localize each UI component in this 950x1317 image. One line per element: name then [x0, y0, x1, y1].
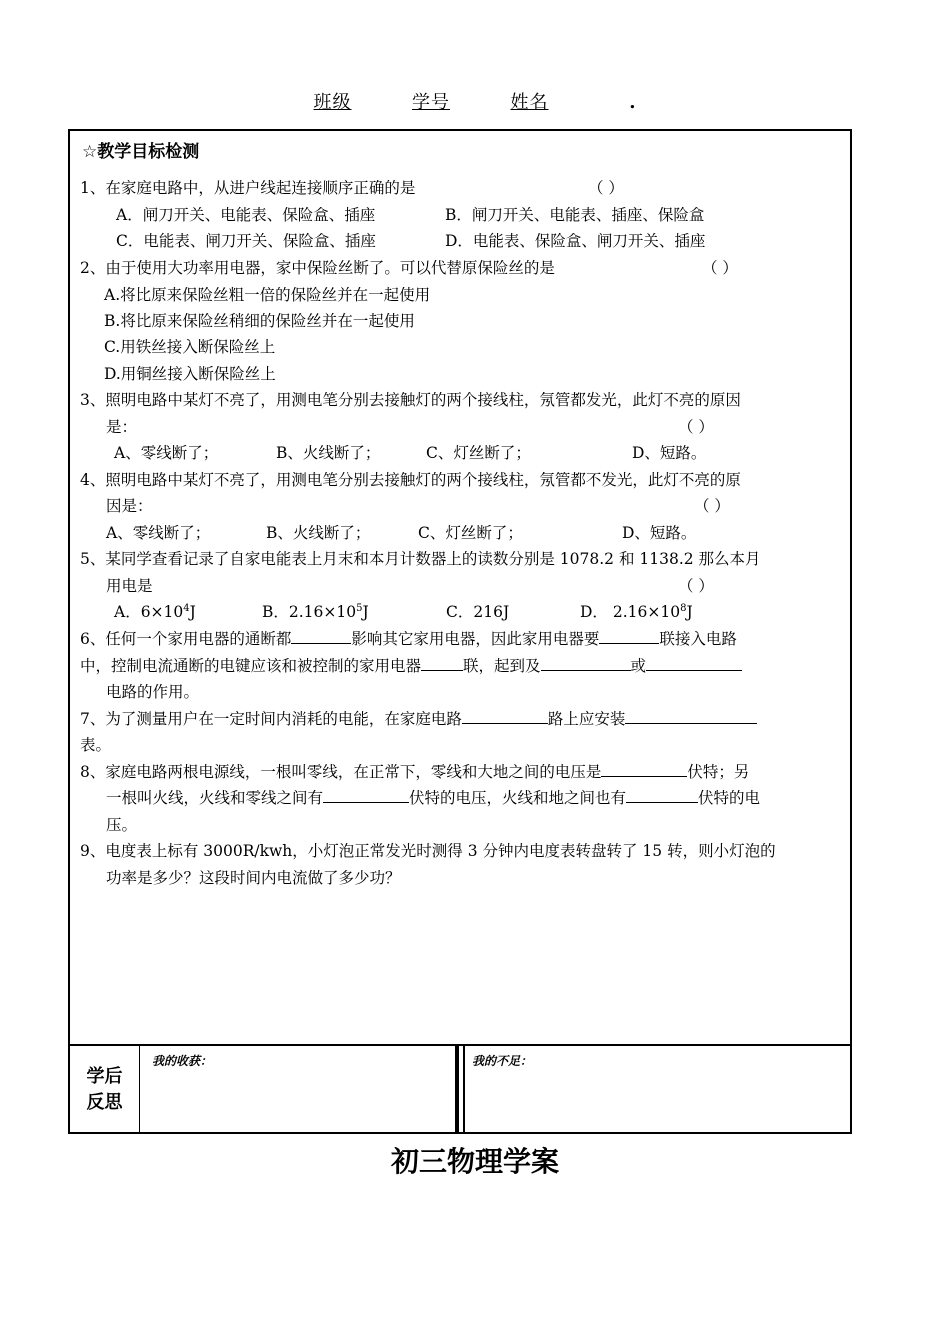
q3-option-d: D、短路。 — [632, 444, 707, 462]
q1-option-d: D．电能表、保险盒、闸刀开关、插座 — [445, 232, 706, 250]
q8-line2: 一根叫火线，火线和零线之间有 伏特的电压，火线和地之间也有 伏特的电 — [106, 789, 761, 807]
q2-option-b: B.将比原来保险丝稍细的保险丝并在一起使用 — [104, 312, 415, 330]
q4-stem-cont: 因是： — [106, 497, 153, 515]
q4-option-b: B、火线断了； — [266, 524, 371, 542]
q2-option-c: C.用铁丝接入断保险丝上 — [104, 338, 276, 356]
section-title: ☆教学目标检测 — [82, 142, 200, 162]
q5-option-d: D． $2.16\times 10^8J$ — [580, 602, 693, 621]
q6-line1: 6、任何一个家用电器的通断都 影响其它家用电器，因此家用电器要 联接入电路 — [80, 630, 737, 648]
q1-option-c: C．电能表、闸刀开关、保险盒、插座 — [116, 232, 376, 250]
document-title: 初三物理学案 — [390, 1145, 559, 1178]
q6-line3: 电路的作用。 — [106, 683, 200, 701]
number-label: 学号 — [412, 92, 451, 113]
q4-option-a: A、零线断了； — [106, 524, 211, 542]
q5-stem: 5、某同学查看记录了自家电能表上月末和本月计数器上的读数分别是 1078.2 和 1138.2 那么本月 — [80, 550, 761, 568]
q3-option-c: C、灯丝断了； — [426, 444, 531, 462]
q1-option-a: A．闸刀开关、电能表、保险盒、插座 — [116, 206, 376, 224]
name-label: 姓名 — [510, 92, 549, 113]
q2-stem: 2、由于使用大功率用电器，家中保险丝断了。可以代替原保险丝的是 — [80, 259, 555, 277]
q1-paren: （ ） — [588, 179, 624, 197]
my-gains-label: 我的收获： — [152, 1054, 213, 1068]
my-shortcomings-label: 我的不足： — [472, 1054, 533, 1068]
q5-option-b: B．$2.16\times 10^5J$ — [262, 602, 369, 621]
q1-option-b: B．闸刀开关、电能表、插座、保险盒 — [445, 206, 705, 224]
q3-option-b: B、火线断了； — [276, 444, 381, 462]
q2-option-a: A.将比原来保险丝粗一倍的保险丝并在一起使用 — [104, 286, 431, 304]
q5-option-a: A．$6\times 10^4J$ — [114, 602, 196, 621]
q4-option-c: C、灯丝断了； — [418, 524, 523, 542]
q3-stem-cont: 是： — [106, 418, 138, 436]
q4-paren: （ ） — [694, 497, 730, 515]
reflection-row — [68, 1044, 852, 1134]
exercise-box — [68, 129, 852, 1044]
header-dot: . — [629, 92, 637, 113]
q3-stem: 3、照明电路中某灯不亮了，用测电笔分别去接触灯的两个接线柱，氖管都发光，此灯不亮的原因 — [80, 391, 741, 409]
q9-line2: 功率是多少？这段时间内电流做了多少功？ — [106, 869, 401, 887]
class-label: 班级 — [313, 92, 352, 113]
q8-line1: 8、家庭电路两根电源线，一根叫零线，在正常下，零线和大地之间的电压是 伏特；另 — [80, 763, 750, 781]
q8-line3: 压。 — [106, 816, 138, 834]
q2-option-d: D.用铜丝接入断保险丝上 — [104, 365, 276, 383]
q4-option-d: D、短路。 — [622, 524, 697, 542]
reflection-divider — [455, 1046, 465, 1132]
q1-stem: 1、在家庭电路中，从进户线起连接顺序正确的是 — [80, 179, 416, 197]
reflection-label: 学后 反思 — [70, 1046, 140, 1132]
q7-line1: 7、为了测量用户在一定时间内消耗的电能，在家庭电路 路上应安装 — [80, 707, 757, 729]
q5-paren: （ ） — [678, 577, 714, 595]
q3-option-a: A、零线断了； — [114, 444, 219, 462]
q3-paren: （ ） — [678, 418, 714, 436]
q7-line2: 表。 — [80, 736, 112, 754]
q5-stem-cont: 用电是 — [106, 577, 153, 595]
student-info-header — [0, 88, 950, 114]
q9-line1: 9、电度表上标有 3000R/kwh，小灯泡正常发光时测得 3 分钟内电度表转盘转了 15 转，则小灯泡的 — [80, 842, 776, 860]
q4-stem: 4、照明电路中某灯不亮了，用测电笔分别去接触灯的两个接线柱，氖管都不发光，此灯不亮的原 — [80, 471, 741, 489]
q2-paren: （ ） — [702, 259, 738, 277]
q5-option-c: C．216J — [446, 603, 510, 621]
q6-line2: 中，控制电流通断的电键应该和被控制的家用电器 联，起到及 或 — [80, 654, 742, 676]
